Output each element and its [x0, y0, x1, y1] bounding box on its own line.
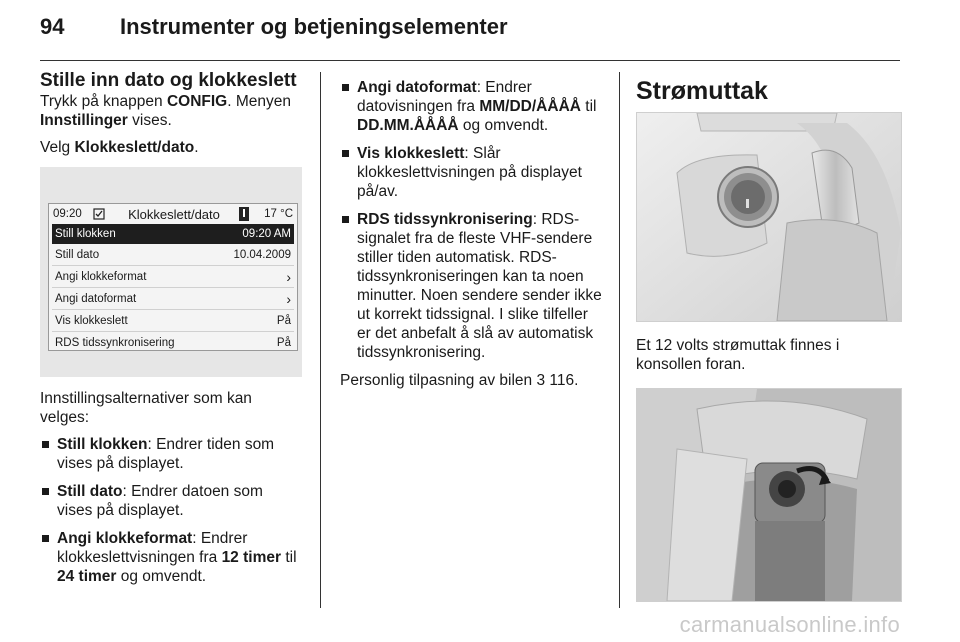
- menu-row-vis-klokkeslett[interactable]: Vis klokkeslett På: [52, 311, 294, 332]
- thermometer-icon: [239, 207, 249, 221]
- section-heading-date-time: Stille inn dato og klokkeslett: [40, 70, 297, 91]
- list-item: RDS tidssynkronisering: RDS-signalet fra de fleste VHF-sendere stiller tiden automatisk. RDS-tidssynkroniseringen kan ta noen minutter. Noen sendere sender ikke ut korrekt tidssignal. I slike tilfeller er det anbefalt å slå av automatisk tidssynkronisering.: [340, 210, 602, 362]
- select-paragraph: Velg Klokkeslett/dato.: [40, 139, 199, 156]
- section-heading-power-outlet: Strømuttak: [636, 77, 768, 105]
- column-divider-1: [320, 72, 321, 608]
- column-1: [40, 70, 302, 595]
- list-item: Angi datoformat: Endrer datovisningen fra MM/DD/ÅÅÅÅ til DD.MM.ÅÅÅÅ og omvendt.: [340, 78, 602, 135]
- column-2: [340, 78, 602, 398]
- power-outlet-photo: [636, 112, 902, 322]
- page-header: [40, 14, 508, 44]
- column-3: [636, 76, 902, 602]
- chapter-title: Instrumenter og betjeningselementer: [120, 14, 508, 39]
- display-time: 09:20: [53, 207, 82, 220]
- power-outlet-console-photo: [636, 388, 902, 602]
- display-title: Klokkeslett/dato: [128, 206, 220, 222]
- watermark: carmanualsonline.info: [679, 612, 900, 637]
- menu-row-still-klokken[interactable]: Still klokken 09:20 AM: [52, 224, 294, 244]
- display-status-bar: [49, 204, 297, 224]
- options-list: [40, 435, 302, 586]
- display-temperature: 17 °C: [264, 207, 293, 220]
- list-item: Still klokken: Endrer tiden som vises på displayet.: [40, 435, 302, 473]
- reference-arrow-icon: 3: [536, 372, 546, 389]
- header-rule: [40, 60, 900, 61]
- display-figure: [40, 167, 302, 377]
- column-divider-2: [619, 72, 620, 608]
- chevron-right-icon: ›: [286, 268, 291, 285]
- menu-row-angi-datoformat[interactable]: Angi datoformat ›: [52, 289, 294, 310]
- options-list-continued: [340, 78, 602, 362]
- menu-row-rds[interactable]: RDS tidssynkronisering På: [55, 336, 291, 349]
- menu-row-angi-klokkeformat[interactable]: Angi klokkeformat ›: [52, 267, 294, 288]
- list-item: Vis klokkeslett: Slår klokkeslettvisningen på displayet på/av.: [340, 144, 602, 201]
- clock-icon: [93, 208, 105, 220]
- cross-reference[interactable]: Personlig tilpasning av bilen 3 116.: [340, 372, 579, 389]
- power-outlet-description: Et 12 volts strømuttak finnes i konsollen foran.: [636, 337, 840, 373]
- options-intro: Innstillingsalternativer som kan velges:: [40, 390, 252, 426]
- chevron-right-icon: ›: [286, 290, 291, 307]
- page-number: 94: [40, 14, 65, 39]
- display-screen: [48, 203, 298, 351]
- list-item: Angi klokkeformat: Endrer klokkeslettvisningen fra 12 timer til 24 timer og omvendt.: [40, 529, 302, 586]
- list-item: Still dato: Endrer datoen som vises på displayet.: [40, 482, 302, 520]
- intro-paragraph: Trykk på knappen CONFIG. Menyen Innstillinger vises.: [40, 93, 291, 129]
- menu-row-still-dato[interactable]: Still dato 10.04.2009: [52, 245, 294, 266]
